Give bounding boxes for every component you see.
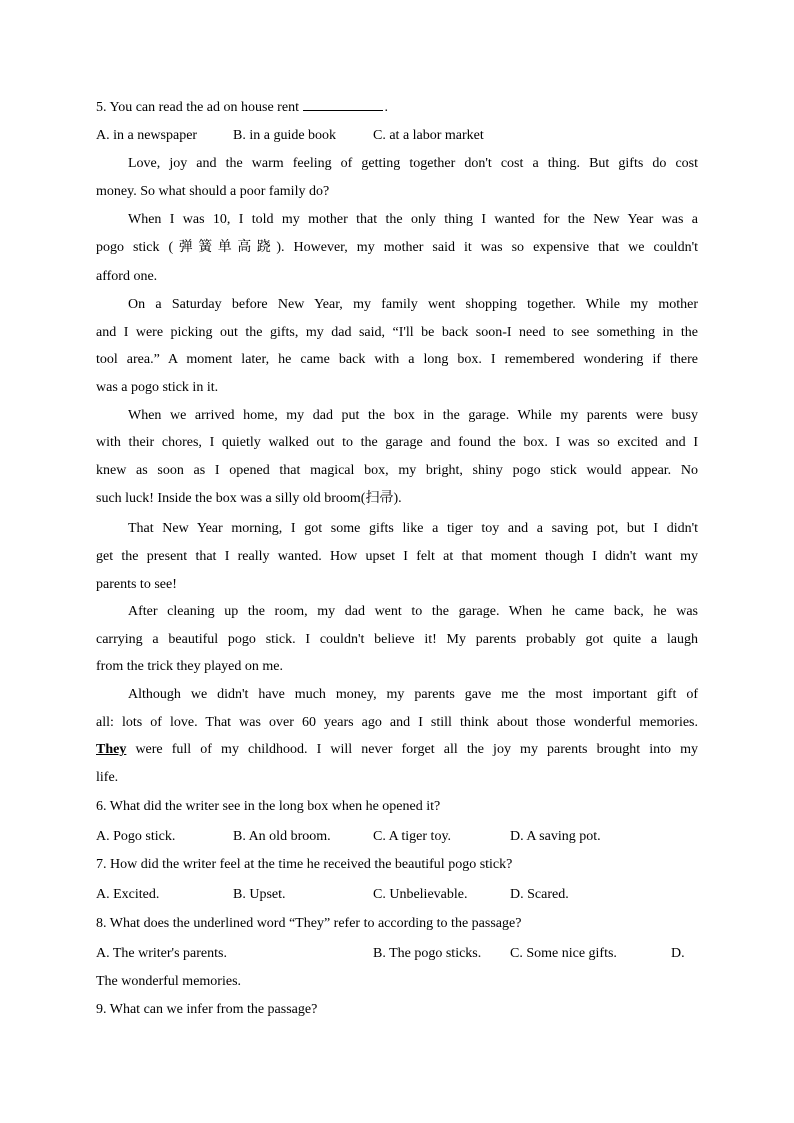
passage-line: After cleaning up the room, my dad went to the garage. When he came back, he was [128,604,698,619]
passage-line: tool area.” A moment later, he came back with a long box. I remembered wondering if there [96,352,698,367]
passage-line: pogo stick (弹簧单高跷). However, my mother said it was so expensive that we couldn't [96,240,698,255]
question-7-stem: 7. How did the writer feel at the time he received the beautiful pogo stick? [96,857,513,872]
question-8-option-a: A. The writer's parents. [96,946,227,961]
question-6-option-a: A. Pogo stick. [96,829,176,844]
question-5-option-c: C. at a labor market [373,128,484,143]
passage-line: knew as soon as I opened that magical box, my bright, shiny pogo stick would appear. No [96,463,698,478]
question-7-option-d: D. Scared. [510,887,569,902]
passage-line: On a Saturday before New Year, my family went shopping together. While my mother [128,297,698,312]
question-9-stem: 9. What can we infer from the passage? [96,1002,318,1017]
question-6-option-b: B. An old broom. [233,829,331,844]
question-5-option-a: A. in a newspaper [96,128,198,143]
passage-line: Although we didn't have much money, my parents gave me the most important gift of [128,687,698,702]
passage-line: life. [96,770,119,785]
question-6-option-c: C. A tiger toy. [373,829,452,844]
passage-line: such luck! Inside the box was a silly old broom(扫帚). [96,491,402,506]
passage-line: When I was 10, I told my mother that the only thing I wanted for the New Year was a [128,212,698,227]
question-5-stem [96,98,388,117]
question-5-stem-end: . [384,100,388,115]
passage-line: parents to see! [96,577,177,592]
passage-line: afford one. [96,269,158,284]
passage-line: from the trick they played on me. [96,659,283,674]
passage-line: That New Year morning, I got some gifts like a tiger toy and a saving pot, but I didn't [128,521,698,536]
passage-line: money. So what should a poor family do? [96,184,330,199]
question-7-option-a: A. Excited. [96,887,160,902]
question-8-option-d: D. [671,946,685,961]
passage-line: carrying a beautiful pogo stick. I couldn't believe it! My parents probably got quite a laugh [96,632,698,647]
question-7-option-b: B. Upset. [233,887,286,902]
passage-line: and I were picking out the gifts, my dad said, “I'll be back soon-I need to see something in the [96,325,698,340]
passage-line [96,741,698,759]
passage-line-rest: were full of my childhood. I will never forget all the joy my parents brought into my [126,742,698,757]
underlined-word-they: They [96,742,127,757]
question-8-option-c: C. Some nice gifts. [510,946,617,961]
question-6-stem: 6. What did the writer see in the long box when he opened it? [96,799,441,814]
question-8-option-d-text: The wonderful memories. [96,974,242,989]
question-6-option-d: D. A saving pot. [510,829,601,844]
passage-line: When we arrived home, my dad put the box in the garage. While my parents were busy [128,408,698,423]
question-5-option-b: B. in a guide book [233,128,337,143]
question-8-option-b: B. The pogo sticks. [373,946,482,961]
question-5-stem-text: 5. You can read the ad on house rent [96,100,303,115]
passage-line: was a pogo stick in it. [96,380,219,395]
question-8-stem: 8. What does the underlined word “They” refer to according to the passage? [96,916,522,931]
question-7-option-c: C. Unbelievable. [373,887,468,902]
passage-line: get the present that I really wanted. How upset I felt at that moment though I didn't want my [96,549,698,564]
passage-line: all: lots of love. That was over 60 years ago and I still think about those wonderful memories. [96,715,698,730]
passage-line: with their chores, I quietly walked out to the garage and found the box. I was so excited and I [96,435,698,450]
answer-blank [303,98,383,111]
passage-line: Love, joy and the warm feeling of getting together don't cost a thing. But gifts do cost [128,156,698,171]
